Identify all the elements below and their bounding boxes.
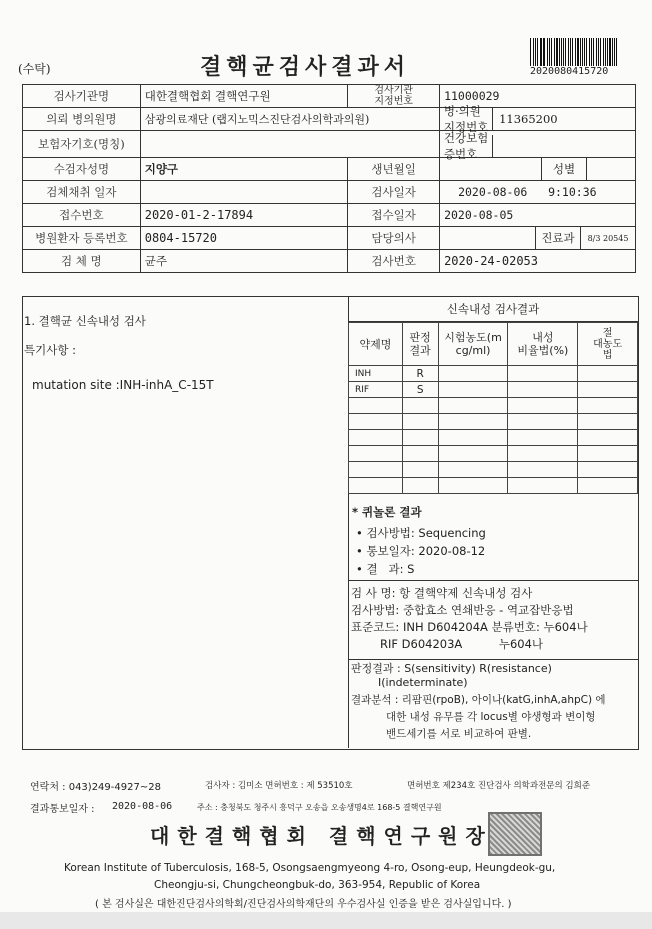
table-row: [349, 398, 638, 414]
table-row: [349, 446, 638, 462]
table-cell: [438, 414, 508, 430]
inst-label: 검사기관명: [23, 85, 141, 108]
quinolone-result: • 결 과: S: [356, 562, 415, 576]
inst-no-label: 검사기관 지정번호: [348, 85, 440, 108]
inst-value: 대한결핵협회 결핵연구원: [140, 85, 348, 108]
results-title: 신속내성 검사결과: [348, 297, 638, 322]
col-concentration: 시험농도(m cg/ml): [438, 323, 508, 366]
hosp-no-label: 병·의원 지정번호: [440, 108, 493, 130]
health-no-label: 건강보험 증번호: [440, 135, 493, 157]
quinolone-method: • 검사방법: Sequencing: [356, 526, 486, 540]
method-line-1: 검 사 명: 항 결핵약제 신속내성 검사: [351, 586, 533, 600]
address-en-1: Korean Institute of Tuberculosis, 168-5, Osongsaengmyeong 4-ro, Osong-eup, Heungdeok-gu,: [64, 862, 556, 874]
contact: 연락처 : 043)249-4927~28: [30, 782, 161, 793]
exam-no-value: 2020-24-02053: [440, 250, 636, 273]
receipt-no-value: 2020-01-2-17894: [140, 204, 348, 227]
table-cell: [508, 478, 578, 494]
table-cell: [349, 414, 403, 430]
receipt-date-value: 2020-08-05: [440, 204, 636, 227]
table-cell: [438, 366, 508, 382]
document-title: 결핵균검사결과서: [200, 54, 411, 80]
table-cell: [402, 462, 438, 478]
interpret-line-2: I(indeterminate): [378, 676, 468, 689]
dept-value: 8/3 20545: [580, 227, 635, 249]
official-seal: [488, 812, 542, 856]
table-row: [349, 478, 638, 494]
dept-label: 진료과: [535, 227, 580, 249]
interpret-line-4: 대한 내성 유무를 각 locus별 야생형과 변이형: [386, 711, 596, 723]
table-cell: [349, 446, 403, 462]
method-line-4: RIF D604203A 누604나: [380, 637, 543, 651]
table-cell: [349, 430, 403, 446]
barcode-image: [530, 38, 618, 66]
hosp-label: 의뢰 병의원명: [23, 108, 141, 131]
table-cell: [578, 366, 638, 382]
address: 주소 : 충청북도 청주시 흥덕구 오송읍 오송생명4로 168-5 결핵연구원: [197, 803, 442, 812]
table-cell: [508, 398, 578, 414]
specimen-label: 검 체 명: [23, 250, 141, 273]
sex-label: 성별: [541, 158, 586, 180]
table-cell: [508, 430, 578, 446]
table-row: [349, 462, 638, 478]
table-cell: [508, 414, 578, 430]
table-cell: [349, 398, 403, 414]
table-cell: [402, 414, 438, 430]
test-date-value: 2020-08-06 9:10:36: [440, 181, 636, 204]
interpret-line-5: 밴드세기를 서로 비교하여 판별.: [386, 728, 532, 740]
table-cell: [402, 478, 438, 494]
table-cell: [349, 478, 403, 494]
notes-label: 특기사항 :: [24, 343, 76, 357]
susceptibility-table: [348, 322, 638, 494]
table-cell: [508, 382, 578, 398]
hosp-value: 삼광의료재단 (랩지노믹스진단검사의학과의원): [140, 108, 439, 131]
license: 면허번호 제234호 진단검사 의학과전문의 김희준: [407, 781, 591, 791]
table-cell: RIF: [349, 382, 403, 398]
receipt-date-label: 접수일자: [348, 204, 440, 227]
certification-note: ( 본 검사실은 대한진단검사의학회/진단검사의학재단의 우수검사실 인증을 받은 검사실입니다. ): [95, 899, 512, 910]
notice-label: 결과통보일자 :: [30, 804, 95, 815]
interpret-line-1: 판정결과 : S(sensitivity) R(resistance): [351, 662, 552, 675]
insurer-label: 보험자기호(명칭): [23, 131, 141, 158]
table-cell: R: [402, 366, 438, 382]
interpret-line-3: 결과분석 : 리팜핀(rpoB), 아이나(katG,inhA,ahpC) 에: [351, 694, 606, 706]
col-absolute: 절 대농도 법: [578, 323, 638, 366]
col-proportion: 내성 비율법(%): [508, 323, 578, 366]
table-cell: [402, 430, 438, 446]
table-cell: [438, 430, 508, 446]
table-cell: [438, 446, 508, 462]
table-cell: [508, 462, 578, 478]
table-cell: [578, 462, 638, 478]
table-row: [349, 414, 638, 430]
barcode-number: 2020080415720: [530, 66, 609, 77]
table-cell: [438, 398, 508, 414]
col-judgement: 판정 결과: [402, 323, 438, 366]
test-date-label: 검사일자: [348, 181, 440, 204]
exam-no-label: 검사번호: [348, 250, 440, 273]
sample-date-label: 검체채취 일자: [23, 181, 141, 204]
patient-value: 지양구: [140, 158, 348, 181]
table-cell: [578, 446, 638, 462]
doctor-label: 담당의사: [348, 227, 440, 250]
mutation-site: mutation site :INH-inhA_C-15T: [32, 378, 214, 392]
reg-no-value: 0804-15720: [140, 227, 348, 250]
quinolone-title: * 퀴놀론 결과: [352, 505, 422, 519]
table-cell: [578, 398, 638, 414]
insurer-value: [140, 131, 439, 158]
notice-date: 2020-08-06: [112, 801, 173, 812]
table-row: [349, 382, 638, 398]
hosp-no-value: 11365200: [499, 112, 558, 126]
quinolone-date: • 통보일자: 2020-08-12: [356, 544, 486, 558]
table-cell: [578, 414, 638, 430]
table-cell: [402, 446, 438, 462]
col-drug: 약제명: [349, 323, 403, 366]
consign-label: (수탁): [18, 62, 51, 76]
table-cell: [349, 462, 403, 478]
patient-info-table: [22, 84, 636, 273]
table-cell: [402, 398, 438, 414]
table-cell: [438, 462, 508, 478]
table-cell: [438, 478, 508, 494]
table-cell: [578, 382, 638, 398]
table-cell: [508, 446, 578, 462]
table-cell: [438, 382, 508, 398]
receipt-no-label: 접수번호: [23, 204, 141, 227]
inst-no-value: 11000029: [440, 85, 636, 108]
table-cell: [508, 366, 578, 382]
table-cell: [578, 430, 638, 446]
bottom-edge: [0, 912, 652, 929]
address-en-2: Cheongju-si, Chungcheongbuk-do, 363-954, Republic of Korea: [154, 879, 481, 891]
table-row: [349, 430, 638, 446]
examiner: 검사자 : 김미소 면허번호 : 제 53510호: [205, 781, 353, 791]
table-cell: S: [402, 382, 438, 398]
patient-label: 수검자성명: [23, 158, 141, 181]
method-line-2: 검사방법: 중합효소 연쇄반응 - 역교잡반응법: [351, 603, 574, 617]
institute-name: 대한결핵협회 결핵연구원장: [150, 824, 493, 848]
table-cell: [578, 478, 638, 494]
specimen-value: 균주: [140, 250, 348, 273]
method-line-3: 표준코드: INH D604204A 분류번호: 누604나: [351, 620, 588, 634]
section-title: 1. 결핵균 신속내성 검사: [24, 314, 146, 328]
reg-no-label: 병원환자 등록번호: [23, 227, 141, 250]
table-row: [349, 366, 638, 382]
birth-label: 생년월일: [348, 158, 440, 181]
table-cell: INH: [349, 366, 403, 382]
